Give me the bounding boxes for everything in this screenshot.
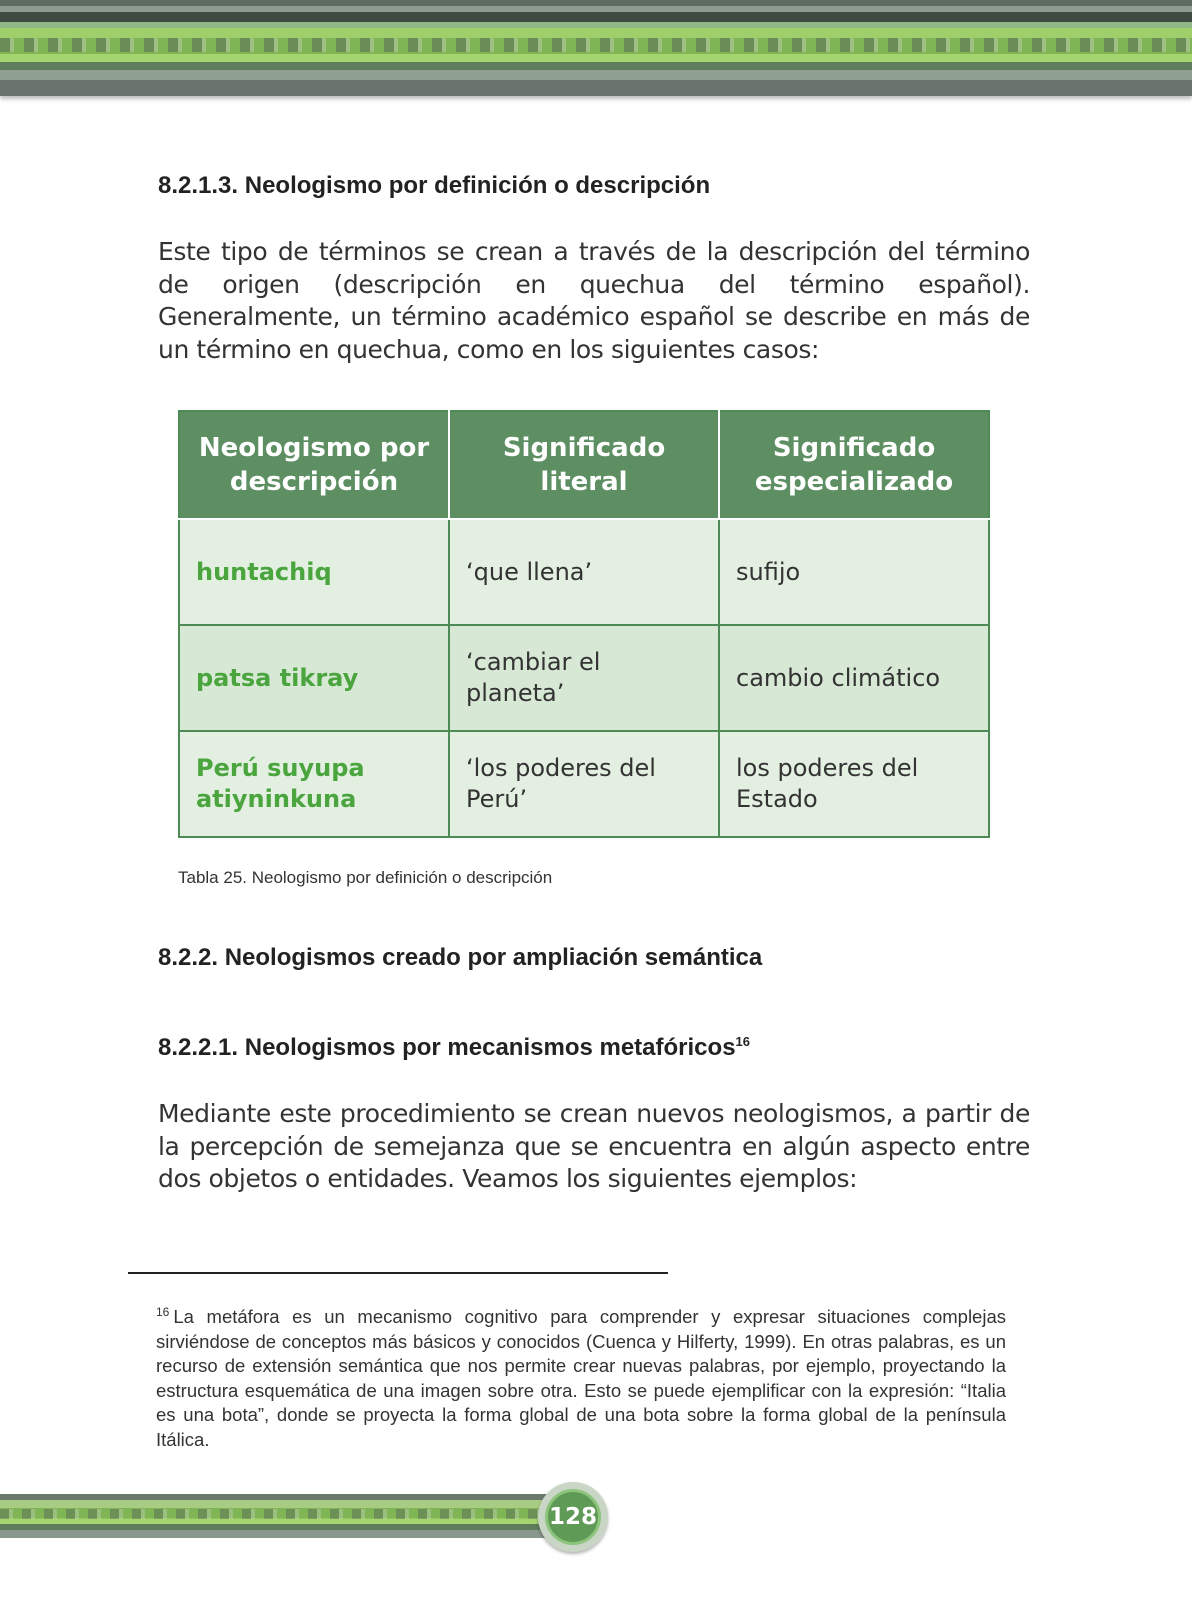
footnote-divider bbox=[128, 1272, 668, 1274]
heading-mecanismos-metaforicos bbox=[158, 1034, 1030, 1062]
paragraph-1-container bbox=[158, 236, 1030, 366]
literal-cell: ‘los poderes del Perú’ bbox=[449, 731, 719, 837]
page-number: 128 bbox=[545, 1489, 601, 1545]
specialized-cell: sufijo bbox=[719, 519, 989, 625]
table-row bbox=[179, 625, 989, 731]
table-header-row bbox=[179, 411, 989, 519]
table-row bbox=[179, 731, 989, 837]
literal-cell: ‘cambiar el planeta’ bbox=[449, 625, 719, 731]
decorative-top-band bbox=[0, 0, 1192, 96]
table-caption: Tabla 25. Neologismo por definición o descripción bbox=[178, 868, 553, 887]
heading-text: 8.2.2.1. Neologismos por mecanismos metafóricos bbox=[158, 1034, 736, 1061]
table-row bbox=[179, 519, 989, 625]
footnote-ref-16[interactable]: 16 bbox=[735, 1034, 751, 1049]
neologism-table bbox=[178, 410, 990, 838]
top-band-pattern bbox=[0, 38, 1192, 52]
literal-cell: ‘que llena’ bbox=[449, 519, 719, 625]
heading-neologismo-descripcion: 8.2.1.3. Neologismo por definición o descripción bbox=[158, 172, 711, 199]
specialized-cell: los poderes del Estado bbox=[719, 731, 989, 837]
decorative-bottom-band bbox=[0, 1494, 560, 1538]
section-heading-8-2-1-3 bbox=[158, 172, 1030, 200]
term-cell: patsa tikray bbox=[179, 625, 449, 731]
paragraph-metaforicos: Mediante este procedimiento se crean nuevos neologismos, a partir de la percepción de semejanza que se encuentra en algún aspecto entre dos objetos o entidades. Veamos los siguientes ejemplos: bbox=[158, 1099, 1030, 1193]
paragraph-definicion: Este tipo de términos se crean a través de la descripción del término de origen (descripción en quechua del término español). Generalmente, un término académico español se describe en más de un término en quechua, como en los siguientes casos: bbox=[158, 237, 1030, 364]
header-literal: Significado literal bbox=[449, 411, 719, 519]
paragraph-2-container bbox=[158, 1098, 1030, 1196]
bottom-band-pattern bbox=[0, 1509, 560, 1519]
footnote-16 bbox=[156, 1300, 1006, 1452]
heading-ampliacion-semantica: 8.2.2. Neologismos creado por ampliación semántica bbox=[158, 944, 763, 971]
footnote-mark: 16 bbox=[156, 1305, 170, 1319]
section-heading-8-2-2 bbox=[158, 944, 1030, 972]
section-heading-8-2-2-1 bbox=[158, 1034, 1030, 1062]
header-neologismo: Neologismo por descripción bbox=[179, 411, 449, 519]
header-especializado: Significado especializado bbox=[719, 411, 989, 519]
footnote-text: La metáfora es un mecanismo cognitivo para comprender y expresar situaciones complejas sirviéndose de conceptos más básicos y conocidos (Cuenca y Hilferty, 1999). En otras palabras, es un recurso de extensión semántica que nos permite crear nuevas palabras, por ejemplo, proyectando la estructura esquemática de una imagen sobre otra. Esto se puede ejemplificar con la expresión: “Italia es una bota”, donde se proyecta la forma global de una bota sobre la forma global de la península Itálica. bbox=[156, 1306, 1006, 1450]
term-cell: huntachiq bbox=[179, 519, 449, 625]
term-cell: Perú suyupa atiyninkuna bbox=[179, 731, 449, 837]
page-number-badge bbox=[538, 1482, 608, 1552]
specialized-cell: cambio climático bbox=[719, 625, 989, 731]
